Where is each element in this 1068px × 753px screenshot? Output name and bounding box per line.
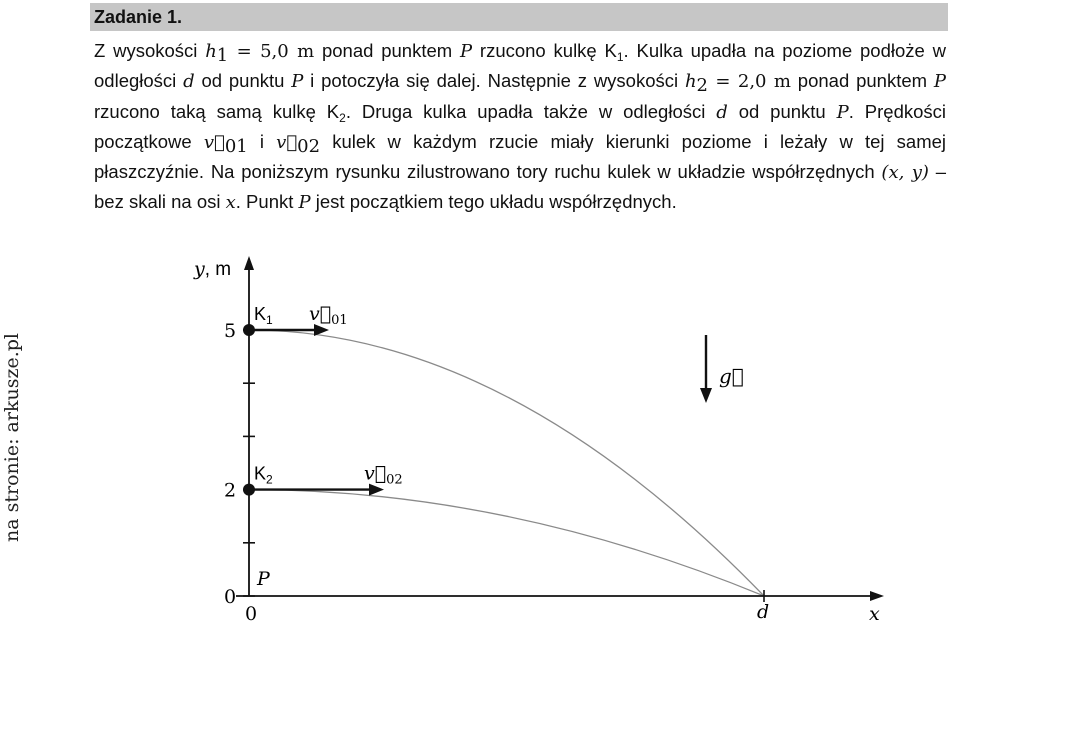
velocity-arrowhead-k2 [369,484,384,496]
origin-x-label: 0 [245,603,258,625]
gravity-label: g⃗ [719,364,744,388]
velocity-label-k2: $v⃗_{02}$ [364,462,403,488]
d-label: d [757,601,770,623]
balls [243,303,403,496]
y-axis-arrowhead [244,256,254,270]
ball-k1 [243,324,255,336]
ball-k2 [243,484,255,496]
task-title: Zadanie 1. [94,7,183,27]
y-axis-label: y, m [194,258,232,280]
origin-label: P [257,568,270,590]
side-watermark: na stronie: arkusze.pl [1,333,23,542]
x-axis-arrowhead [870,591,884,601]
trajectory-k1 [249,330,764,596]
x-axis-label: x [869,603,880,625]
velocity-label-k1: $v⃗_{01}$ [309,303,348,328]
y-tick-label: 0 [224,586,237,608]
ball-label-k2: $K_2$ [254,463,273,487]
velocity-arrowhead-k1 [314,324,329,336]
gravity-arrowhead [700,388,712,403]
task-description: Z wysokości $h_1 = 5,0$ m ponad punktem P rzucono kulkę $K_1$. Kulka upadła na poziome podłoże w odległości d od punktu P i potoczyła się dalej. Następnie z wysokości $h_2 = 2,0$ m ponad punktem P rzucono taką samą kulkę $K_2$. Druga kulka upadła także w odległości d od punktu P. Prędkości początkowe $v⃗_{01}$ i $v⃗_{02}$ kulek w każdym rzucie miały kierunki poziome i leżały w tej samej płaszczyźnie. Na poniższym rysunku zilustrowano tory ruchu kulek w układzie współrzędnych (x, y) – bez skali na osi x. Punkt P jest początkiem tego układu współrzędnych. [94,40,947,214]
trajectories [249,330,764,596]
y-tick-label: 5 [224,320,237,342]
y-tick-label: 2 [224,479,237,502]
trajectory-k2 [249,490,764,596]
ball-label-k1: $K_1$ [254,304,273,327]
y-ticks [224,320,255,608]
